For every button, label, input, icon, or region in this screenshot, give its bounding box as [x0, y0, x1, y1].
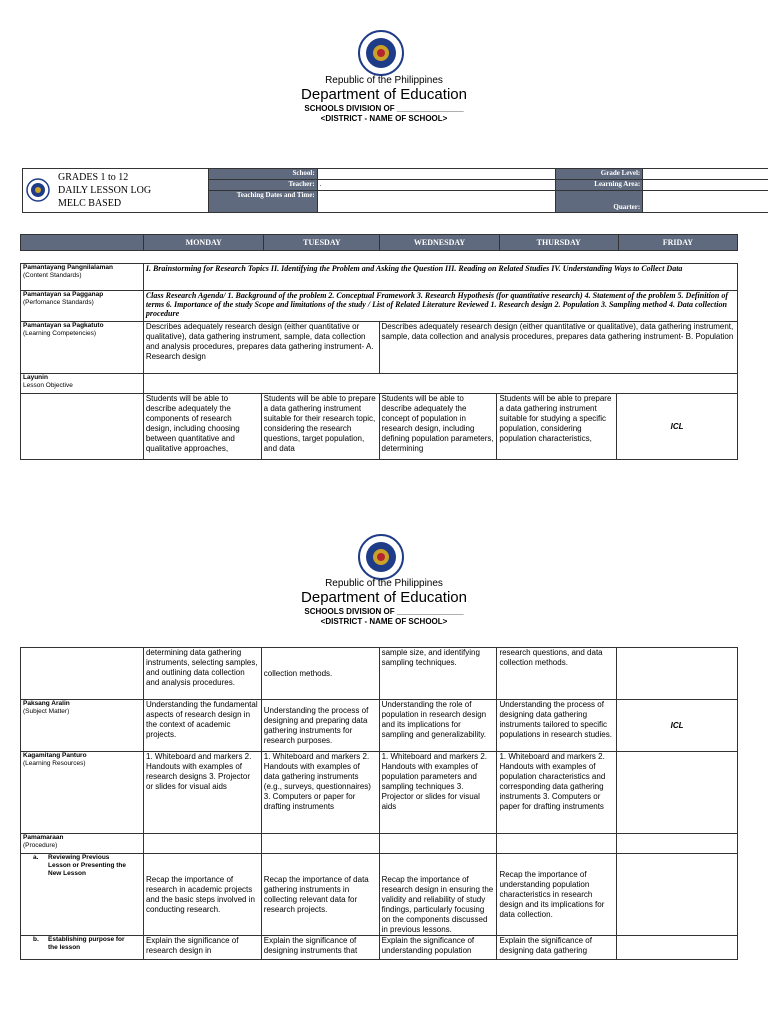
division-text: SCHOOLS DIVISION OF _______________	[304, 104, 464, 113]
cont-wednesday: sample size, and identifying sampling techniques.	[379, 648, 497, 700]
subject-matter-label: Paksang Aralin (Subject Matter)	[21, 700, 144, 752]
procedure-tuesday	[261, 834, 379, 854]
objective-monday: Students will be able to describe adequately the components of research design, including choosing between quantitative and qualitative approaches,	[143, 394, 261, 460]
resources-row	[21, 752, 738, 834]
learning-area-field[interactable]	[643, 180, 768, 191]
quarter-label: Quarter:	[555, 191, 643, 213]
day-thursday: THURSDAY	[499, 235, 618, 251]
grade-level-label: Grade Level:	[555, 169, 643, 180]
lesson-table-2	[20, 647, 738, 960]
subject-friday: ICL	[617, 700, 738, 752]
review-thursday: Recap the importance of understanding population characteristics in research design and its implications for data collection.	[497, 854, 617, 936]
objective-header-row	[21, 374, 738, 394]
review-tuesday: Recap the importance of data gathering instruments in collecting relevant data for research projects.	[261, 854, 379, 936]
republic-text: Republic of the Philippines	[325, 75, 443, 86]
dll-title: DAILY LESSON LOG	[58, 185, 152, 196]
procedure-monday	[143, 834, 261, 854]
cont-thursday: research questions, and data collection methods.	[497, 648, 617, 700]
content-standards-label: Pamantayang Pangnilalaman (Content Standards)	[21, 264, 144, 291]
subject-monday: Understanding the fundamental aspects of research design in the context of academic projects.	[143, 700, 261, 752]
purpose-thursday: Explain the significance of designing data gathering	[497, 936, 617, 960]
review-friday	[617, 854, 738, 936]
learning-area-label: Learning Area:	[555, 180, 643, 191]
day-wednesday: WEDNESDAY	[380, 235, 499, 251]
deped-small-seal-icon	[26, 178, 50, 202]
resources-tuesday: 1. Whiteboard and markers 2. Handouts with examples of data gathering instruments (e.g., surveys, questionnaires) 3. Computers or paper for drafting instruments	[261, 752, 379, 834]
purpose-wednesday: Explain the significance of understanding population	[379, 936, 497, 960]
cont-friday	[617, 648, 738, 700]
teacher-field[interactable]: .	[317, 180, 555, 191]
purpose-label: b. Establishing purpose for the lesson	[21, 936, 144, 960]
review-wednesday: Recap the importance of research design in ensuring the validity and reliability of study findings, particularly focusing on the components discussed in previous lessons.	[379, 854, 497, 936]
resources-thursday: 1. Whiteboard and markers 2. Handouts with examples of population characteristics and corresponding data gathering instruments 3. Computers or paper for drafting instruments	[497, 752, 617, 834]
competencies-label: Pamantayan sa Pagkatuto (Learning Competencies)	[21, 322, 144, 374]
district-text: <DISTRICT - NAME OF SCHOOL>	[320, 114, 448, 123]
objective-wednesday: Students will be able to describe adequately the concept of population in research design, including defining population parameters, determining	[379, 394, 497, 460]
review-monday: Recap the importance of research in academic projects and the basic steps involved in conducting research.	[143, 854, 261, 936]
grade-level-field[interactable]	[643, 169, 768, 180]
district-text-2: <DISTRICT - NAME OF SCHOOL>	[320, 617, 448, 626]
school-field[interactable]	[317, 169, 555, 180]
subject-thursday: Understanding the process of designing data gathering instruments tailored to specific populations in research studies.	[497, 700, 617, 752]
competencies-right: Describes adequately research design (either quantitative or qualitative), data gathering instrument, sample, data collection and analysis procedures, prepares data gathering instrument- B. Population	[379, 322, 738, 374]
objective-friday: ICL	[617, 394, 738, 460]
division-text-2: SCHOOLS DIVISION OF _______________	[304, 607, 464, 616]
performance-standards-row	[21, 291, 738, 322]
purpose-tuesday: Explain the significance of designing instruments that	[261, 936, 379, 960]
page-1	[0, 0, 768, 470]
day-tuesday: TUESDAY	[264, 235, 380, 251]
objective-tuesday: Students will be able to prepare a data gathering instrument suitable for their research topic, considering the research questions, target population, and data	[261, 394, 379, 460]
cont-tuesday: collection methods.	[261, 648, 379, 700]
resources-friday	[617, 752, 738, 834]
info-table	[22, 168, 768, 213]
objective-cont-row	[21, 648, 738, 700]
competencies-row	[21, 322, 738, 374]
school-label: School:	[209, 169, 317, 180]
procedure-label: Pamamaraan (Procedure)	[21, 834, 144, 854]
republic-text-2: Republic of the Philippines	[325, 578, 443, 589]
objective-header-blank	[143, 374, 737, 394]
dll-melc: MELC BASED	[58, 198, 122, 209]
purpose-monday: Explain the significance of research design in	[143, 936, 261, 960]
day-header-table	[20, 234, 738, 251]
resources-monday: 1. Whiteboard and markers 2. Handouts with examples of research designs 3. Projector or slides for visual aids	[143, 752, 261, 834]
subject-tuesday: Understanding the process of designing and preparing data gathering instruments for research purposes.	[261, 700, 379, 752]
purpose-row	[21, 936, 738, 960]
day-monday: MONDAY	[144, 235, 264, 251]
competencies-left: Describes adequately research design (either quantitative or qualitative), data gathering instrument, sample, data collection and analysis procedures, prepares data gathering instrument- A. Research design	[143, 322, 379, 374]
resources-wednesday: 1. Whiteboard and markers 2. Handouts with examples of population parameters and sampling techniques 3. Projector or slides for visual aids	[379, 752, 497, 834]
purpose-friday	[617, 936, 738, 960]
objective-row-blank	[21, 394, 144, 460]
procedure-row	[21, 834, 738, 854]
content-standards-text: I. Brainstorming for Research Topics II. Identifying the Problem and Asking the Question III. Reading on Related Studies IV. Understanding Ways to Collect Data	[143, 264, 737, 291]
performance-standards-label: Pamantayan sa Pagganap (Perfomance Standards)	[21, 291, 144, 322]
department-title-2: Department of Education	[301, 589, 467, 606]
objective-thursday: Students will be able to prepare a data gathering instrument suitable for studying a specific population, considering population characteristics,	[497, 394, 617, 460]
review-label: a. Reviewing Previous Lesson or Presenting the New Lesson	[21, 854, 144, 936]
cont-monday: determining data gathering instruments, selecting samples, and outlining data collection and analysis procedures.	[143, 648, 261, 700]
page-2	[0, 510, 768, 1024]
dll-grades: GRADES 1 to 12	[58, 172, 129, 183]
day-friday: FRIDAY	[618, 235, 737, 251]
procedure-thursday	[497, 834, 617, 854]
content-standards-row	[21, 264, 738, 291]
performance-standards-text: Class Research Agenda/ 1. Background of the problem 2. Conceptual Framework 3. Research Hypothesis (for quantitative research) 4. Statement of the problem 5. Definition of terms 6. Importance of the study Scope and limitations of the study / List of Related Literature Reviewed 1. Research design 2. Population 3. Sampling method 4. Data collection procedure	[143, 291, 737, 322]
day-header-blank	[21, 235, 144, 251]
quarter-field[interactable]	[643, 191, 768, 213]
objective-row	[21, 394, 738, 460]
deped-seal-icon	[358, 30, 404, 76]
objective-label: Layunin Lesson Objective	[21, 374, 144, 394]
lesson-table-1	[20, 263, 738, 460]
resources-label: Kagamitang Panturo (Learning Resources)	[21, 752, 144, 834]
review-row	[21, 854, 738, 936]
subject-matter-row	[21, 700, 738, 752]
dll-title-cell	[23, 169, 209, 213]
deped-seal-icon	[358, 534, 404, 580]
department-title: Department of Education	[301, 86, 467, 103]
cont-blank	[21, 648, 144, 700]
procedure-wednesday	[379, 834, 497, 854]
procedure-friday	[617, 834, 738, 854]
teacher-label: Teacher:	[209, 180, 317, 191]
dates-label: Teaching Dates and Time:	[209, 191, 317, 213]
dates-field[interactable]	[317, 191, 555, 213]
subject-wednesday: Understanding the role of population in research design and its implications for sampling and generalizability.	[379, 700, 497, 752]
